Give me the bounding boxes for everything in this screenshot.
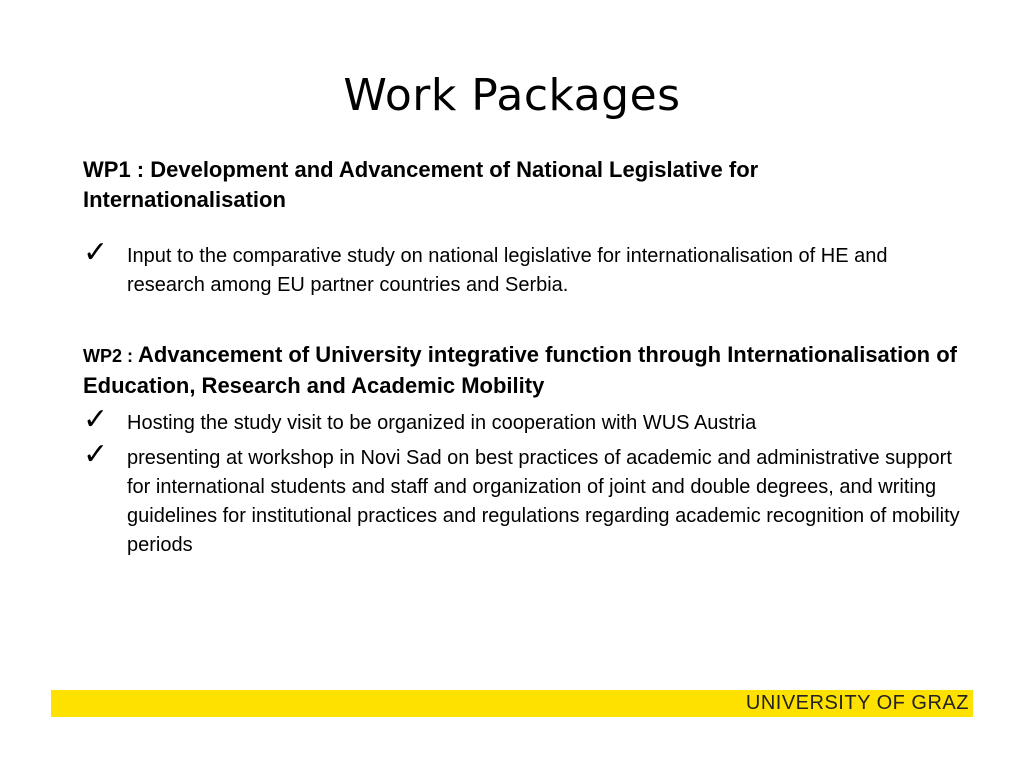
wp2-heading-text: Advancement of University integrative function through Internationalisation of Education, Research and Academic Mobility xyxy=(83,342,957,398)
wp2-bullet-2-text: presenting at workshop in Novi Sad on best practices of academic and administrative support for international students and staff and organization of joint and double degrees, and writing guidelines for institutional practices and regulations regarding academic recognition of mobility periods xyxy=(127,447,960,556)
wp2-prefix: WP2 : xyxy=(83,346,139,366)
slide-title: Work Packages xyxy=(343,70,681,121)
wp2-bullet-2 xyxy=(83,437,963,560)
wp1-heading: WP1 : Development and Advancement of National Legislative for Internationalisation xyxy=(83,157,759,212)
footer-bar xyxy=(51,690,973,717)
checkmark-icon: ✓ xyxy=(83,235,109,270)
checkmark-icon: ✓ xyxy=(83,402,109,437)
wp1-bullet-1 xyxy=(83,235,963,300)
university-logo: UNIVERSITY OF GRAZ xyxy=(745,692,969,714)
wp2-heading xyxy=(83,340,963,401)
checkmark-icon: ✓ xyxy=(83,437,109,472)
wp2-bullet-1-text: Hosting the study visit to be organized in cooperation with WUS Austria xyxy=(127,412,757,434)
wp2-bullet-1 xyxy=(83,402,963,438)
wp1-bullet-1-text: Input to the comparative study on national legislative for internationalisation of HE and research among EU partner countries and Serbia. xyxy=(127,245,888,296)
